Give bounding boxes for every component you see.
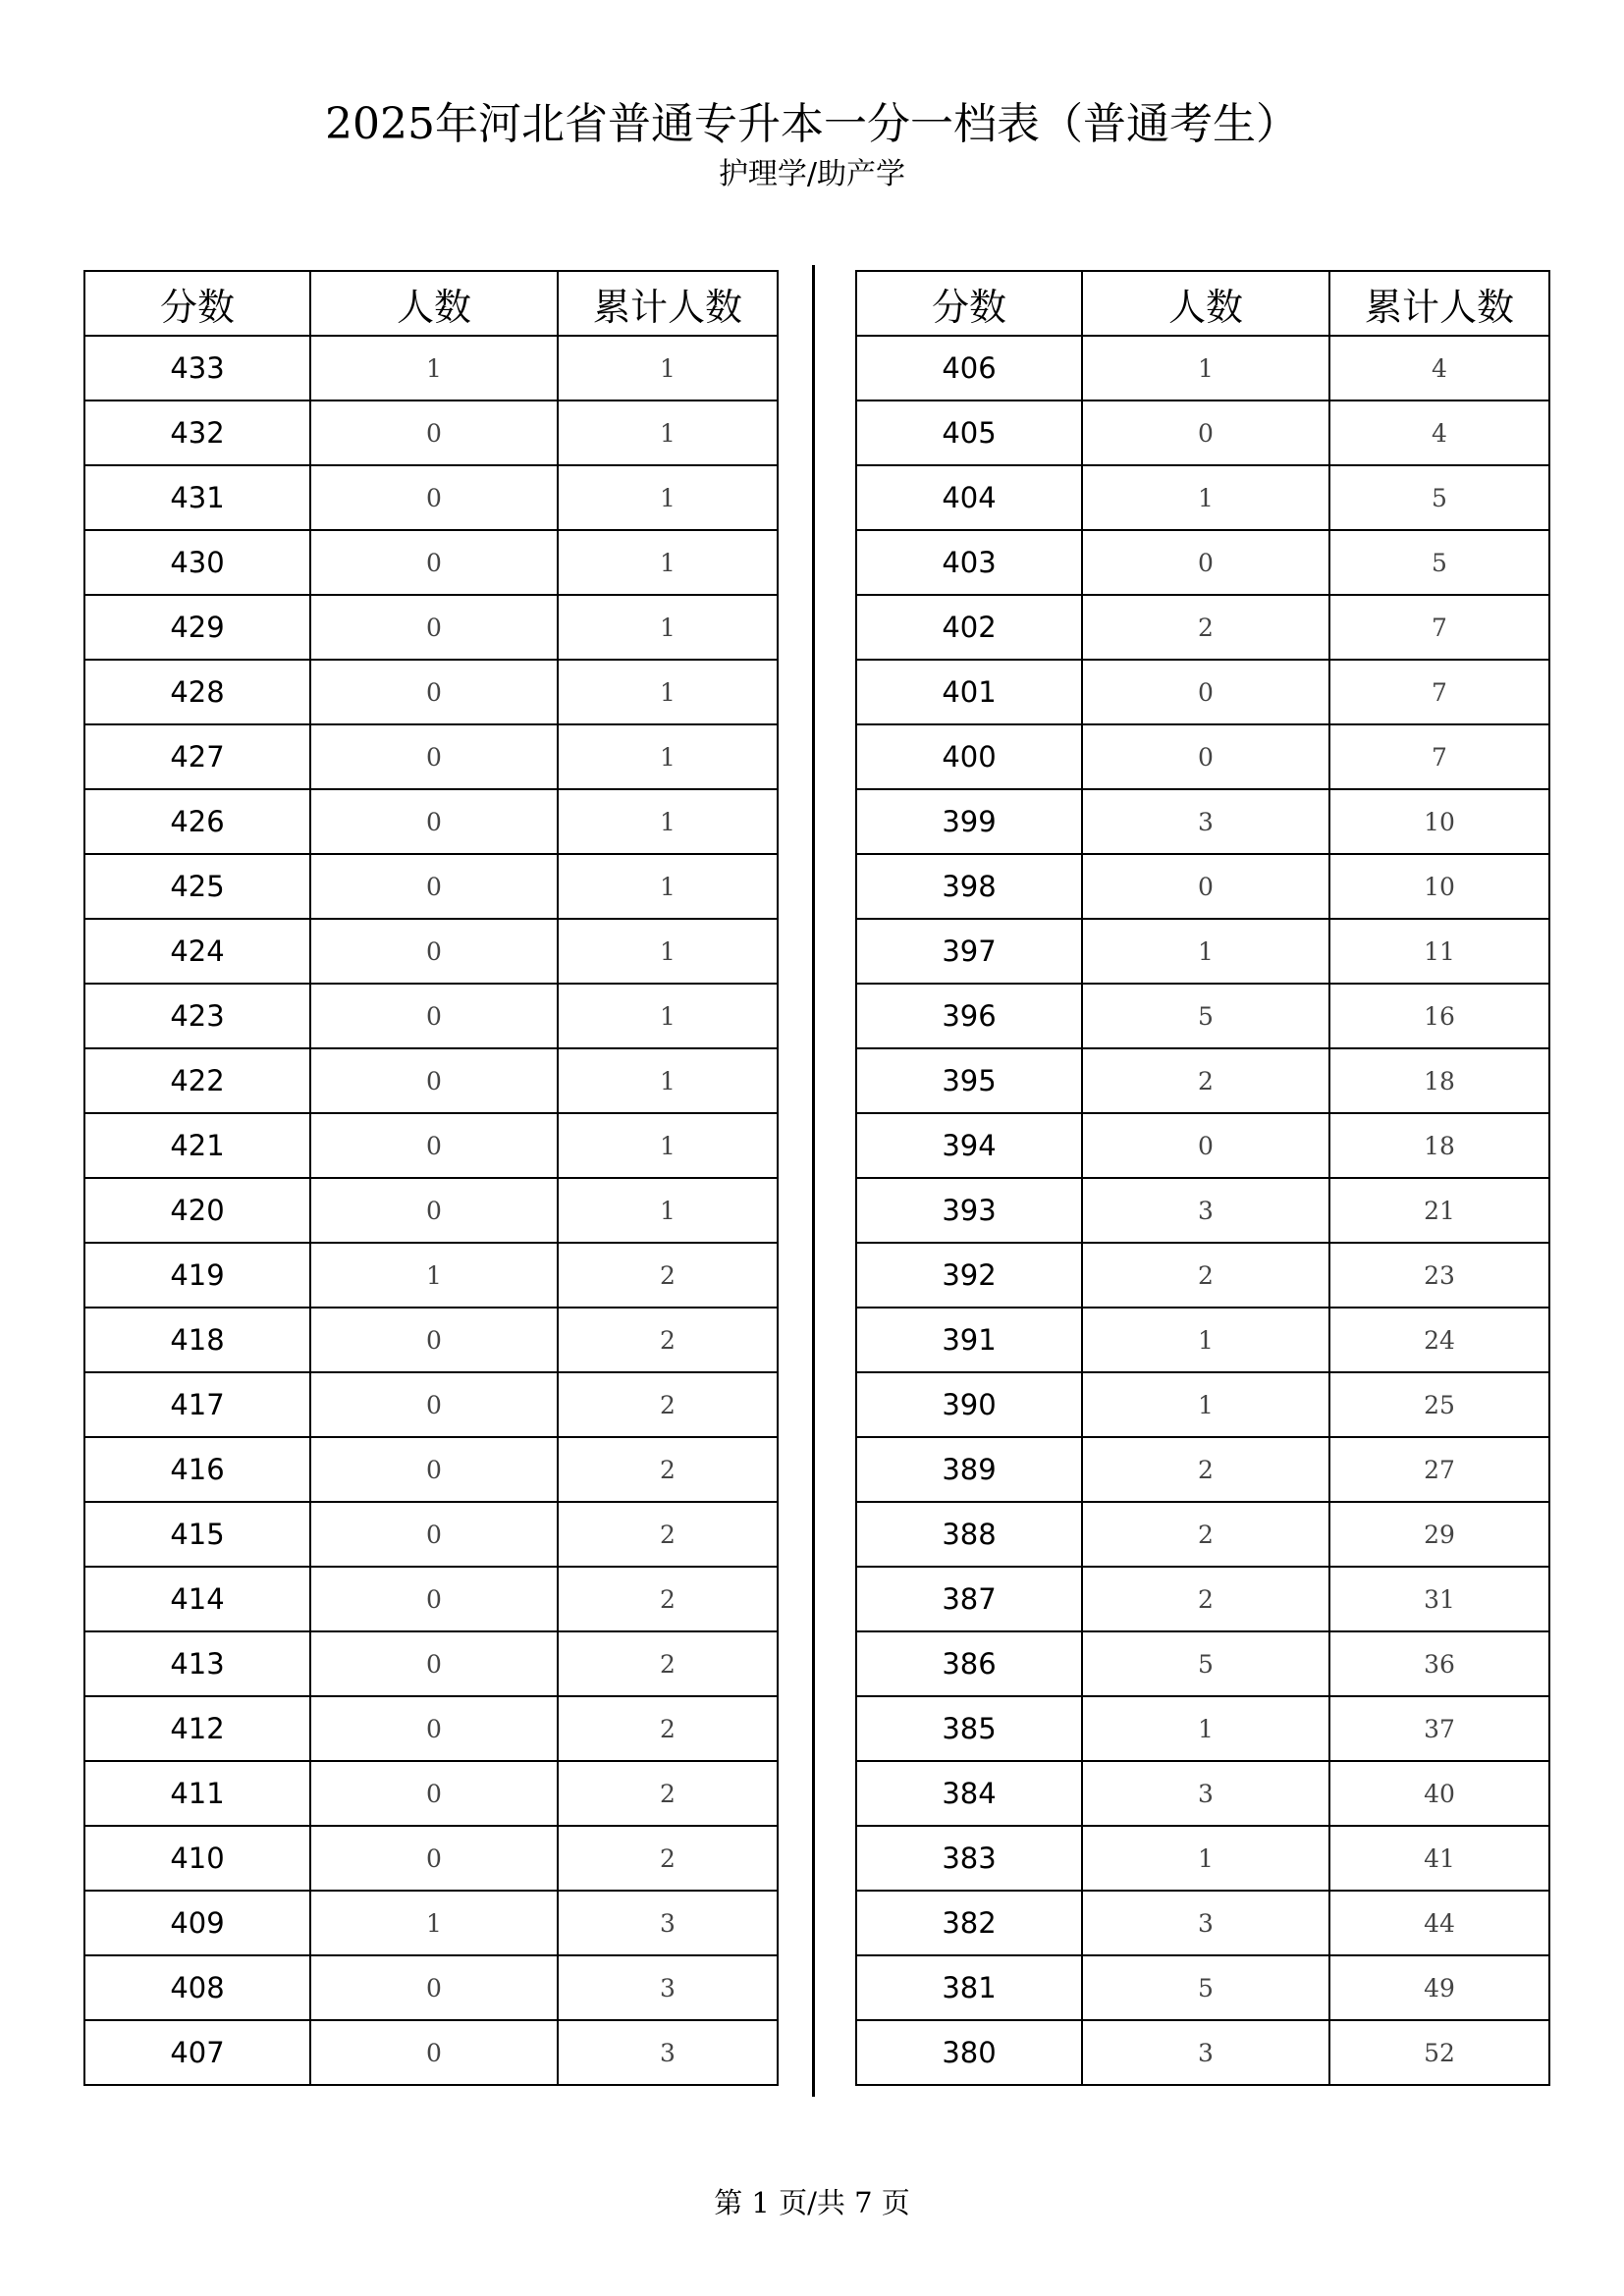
cumulative-cell: 25: [1329, 1372, 1549, 1437]
score-cell: 427: [84, 724, 310, 789]
score-cell: 415: [84, 1502, 310, 1567]
count-cell: 1: [1082, 1826, 1329, 1891]
score-cell: 432: [84, 400, 310, 465]
count-cell: 0: [1082, 530, 1329, 595]
cumulative-cell: 40: [1329, 1761, 1549, 1826]
table-row: [84, 400, 778, 465]
score-cell: 394: [856, 1113, 1082, 1178]
table-row: [856, 465, 1549, 530]
count-cell: 0: [310, 1113, 558, 1178]
page-title: 2025年河北省普通专升本一分一档表（普通考生）: [325, 99, 1299, 149]
count-cell: 0: [310, 919, 558, 984]
page-subtitle: 护理学/助产学: [718, 157, 906, 191]
count-cell: 1: [1082, 465, 1329, 530]
count-cell: 0: [310, 1826, 558, 1891]
count-cell: 3: [1082, 1178, 1329, 1243]
count-cell: 1: [1082, 1696, 1329, 1761]
cumulative-cell: 1: [558, 465, 778, 530]
count-cell: 0: [310, 724, 558, 789]
score-cell: 402: [856, 595, 1082, 660]
page-footer: 第 1 页/共 7 页: [714, 2186, 910, 2219]
score-cell: 395: [856, 1048, 1082, 1113]
table-row: [84, 1955, 778, 2020]
table-row: [856, 2020, 1549, 2085]
column-header-score: 分数: [856, 271, 1082, 336]
table-row: [84, 1567, 778, 1631]
count-cell: 0: [310, 854, 558, 919]
score-cell: 383: [856, 1826, 1082, 1891]
table-row: [856, 1631, 1549, 1696]
table-header-row: [856, 271, 1549, 336]
cumulative-cell: 2: [558, 1696, 778, 1761]
count-cell: 0: [310, 1308, 558, 1372]
table-row: [84, 789, 778, 854]
cumulative-cell: 37: [1329, 1696, 1549, 1761]
count-cell: 0: [310, 1955, 558, 2020]
table-row: [856, 336, 1549, 400]
count-cell: 3: [1082, 1761, 1329, 1826]
score-cell: 386: [856, 1631, 1082, 1696]
score-cell: 416: [84, 1437, 310, 1502]
count-cell: 0: [310, 1631, 558, 1696]
count-cell: 2: [1082, 1502, 1329, 1567]
score-table-right: [855, 270, 1550, 2086]
table-row: [84, 1178, 778, 1243]
cumulative-cell: 7: [1329, 660, 1549, 724]
cumulative-cell: 1: [558, 530, 778, 595]
table-row: [856, 1243, 1549, 1308]
cumulative-cell: 27: [1329, 1437, 1549, 1502]
count-cell: 1: [1082, 336, 1329, 400]
table-row: [84, 1372, 778, 1437]
score-cell: 399: [856, 789, 1082, 854]
cumulative-cell: 3: [558, 2020, 778, 2085]
count-cell: 1: [310, 1891, 558, 1955]
count-cell: 0: [310, 1502, 558, 1567]
count-cell: 2: [1082, 1243, 1329, 1308]
cumulative-cell: 11: [1329, 919, 1549, 984]
table-row: [856, 1308, 1549, 1372]
cumulative-cell: 16: [1329, 984, 1549, 1048]
table-row: [84, 724, 778, 789]
table-row: [856, 984, 1549, 1048]
count-cell: 0: [310, 400, 558, 465]
cumulative-cell: 2: [558, 1761, 778, 1826]
table-row: [856, 724, 1549, 789]
count-cell: 0: [310, 2020, 558, 2085]
score-cell: 392: [856, 1243, 1082, 1308]
count-cell: 5: [1082, 984, 1329, 1048]
score-cell: 396: [856, 984, 1082, 1048]
cumulative-cell: 1: [558, 1178, 778, 1243]
table-row: [856, 1437, 1549, 1502]
score-cell: 424: [84, 919, 310, 984]
score-cell: 407: [84, 2020, 310, 2085]
cumulative-cell: 29: [1329, 1502, 1549, 1567]
count-cell: 0: [1082, 400, 1329, 465]
table-row: [856, 1761, 1549, 1826]
table-row: [856, 1696, 1549, 1761]
table-row: [856, 1048, 1549, 1113]
score-cell: 412: [84, 1696, 310, 1761]
cumulative-cell: 10: [1329, 789, 1549, 854]
count-cell: 1: [310, 336, 558, 400]
score-cell: 400: [856, 724, 1082, 789]
cumulative-cell: 2: [558, 1372, 778, 1437]
table-row: [84, 336, 778, 400]
score-cell: 389: [856, 1437, 1082, 1502]
cumulative-cell: 44: [1329, 1891, 1549, 1955]
cumulative-cell: 4: [1329, 400, 1549, 465]
cumulative-cell: 2: [558, 1308, 778, 1372]
score-cell: 417: [84, 1372, 310, 1437]
count-cell: 0: [310, 1696, 558, 1761]
score-cell: 419: [84, 1243, 310, 1308]
cumulative-cell: 2: [558, 1631, 778, 1696]
table-row: [84, 1631, 778, 1696]
score-cell: 428: [84, 660, 310, 724]
count-cell: 0: [310, 984, 558, 1048]
score-cell: 380: [856, 2020, 1082, 2085]
table-row: [84, 984, 778, 1048]
score-cell: 411: [84, 1761, 310, 1826]
cumulative-cell: 1: [558, 400, 778, 465]
cumulative-cell: 1: [558, 595, 778, 660]
cumulative-cell: 1: [558, 660, 778, 724]
count-cell: 0: [1082, 854, 1329, 919]
score-cell: 388: [856, 1502, 1082, 1567]
table-row: [84, 530, 778, 595]
score-cell: 398: [856, 854, 1082, 919]
cumulative-cell: 18: [1329, 1048, 1549, 1113]
score-cell: 406: [856, 336, 1082, 400]
column-divider: [812, 265, 815, 2097]
table-row: [84, 1048, 778, 1113]
table-row: [856, 1502, 1549, 1567]
score-cell: 420: [84, 1178, 310, 1243]
count-cell: 0: [1082, 724, 1329, 789]
table-row: [856, 1891, 1549, 1955]
column-header-count: 人数: [1082, 271, 1329, 336]
count-cell: 5: [1082, 1955, 1329, 2020]
column-header-cumulative: 累计人数: [558, 271, 778, 336]
table-row: [84, 1308, 778, 1372]
table-row: [856, 1955, 1549, 2020]
table-row: [856, 1826, 1549, 1891]
count-cell: 0: [310, 595, 558, 660]
count-cell: 5: [1082, 1631, 1329, 1696]
count-cell: 3: [1082, 789, 1329, 854]
count-cell: 0: [310, 789, 558, 854]
table-row: [856, 1372, 1549, 1437]
cumulative-cell: 3: [558, 1891, 778, 1955]
score-cell: 403: [856, 530, 1082, 595]
column-header-score: 分数: [84, 271, 310, 336]
score-cell: 410: [84, 1826, 310, 1891]
cumulative-cell: 7: [1329, 724, 1549, 789]
count-cell: 2: [1082, 1567, 1329, 1631]
table-row: [84, 595, 778, 660]
count-cell: 3: [1082, 1891, 1329, 1955]
cumulative-cell: 18: [1329, 1113, 1549, 1178]
count-cell: 2: [1082, 595, 1329, 660]
cumulative-cell: 49: [1329, 1955, 1549, 2020]
cumulative-cell: 1: [558, 724, 778, 789]
table-row: [84, 2020, 778, 2085]
score-cell: 422: [84, 1048, 310, 1113]
score-cell: 425: [84, 854, 310, 919]
cumulative-cell: 2: [558, 1826, 778, 1891]
table-row: [84, 1243, 778, 1308]
count-cell: 0: [310, 1178, 558, 1243]
count-cell: 0: [310, 1048, 558, 1113]
column-header-cumulative: 累计人数: [1329, 271, 1549, 336]
cumulative-cell: 1: [558, 919, 778, 984]
table-row: [856, 1178, 1549, 1243]
cumulative-cell: 2: [558, 1502, 778, 1567]
cumulative-cell: 1: [558, 336, 778, 400]
count-cell: 1: [1082, 1308, 1329, 1372]
table-row: [84, 1502, 778, 1567]
score-cell: 409: [84, 1891, 310, 1955]
cumulative-cell: 1: [558, 1113, 778, 1178]
cumulative-cell: 10: [1329, 854, 1549, 919]
score-cell: 385: [856, 1696, 1082, 1761]
table-row: [84, 854, 778, 919]
count-cell: 0: [310, 1567, 558, 1631]
count-cell: 0: [310, 530, 558, 595]
count-cell: 1: [1082, 1372, 1329, 1437]
table-row: [84, 1696, 778, 1761]
table-row: [84, 1113, 778, 1178]
score-cell: 414: [84, 1567, 310, 1631]
table-row: [84, 465, 778, 530]
cumulative-cell: 41: [1329, 1826, 1549, 1891]
score-cell: 381: [856, 1955, 1082, 2020]
count-cell: 0: [310, 1437, 558, 1502]
score-cell: 423: [84, 984, 310, 1048]
score-cell: 384: [856, 1761, 1082, 1826]
table-row: [856, 789, 1549, 854]
cumulative-cell: 24: [1329, 1308, 1549, 1372]
cumulative-cell: 1: [558, 984, 778, 1048]
table-row: [84, 1761, 778, 1826]
cumulative-cell: 4: [1329, 336, 1549, 400]
score-cell: 393: [856, 1178, 1082, 1243]
score-cell: 382: [856, 1891, 1082, 1955]
cumulative-cell: 21: [1329, 1178, 1549, 1243]
table-row: [84, 1826, 778, 1891]
count-cell: 1: [310, 1243, 558, 1308]
score-cell: 431: [84, 465, 310, 530]
cumulative-cell: 5: [1329, 465, 1549, 530]
cumulative-cell: 1: [558, 854, 778, 919]
count-cell: 0: [310, 465, 558, 530]
cumulative-cell: 1: [558, 789, 778, 854]
count-cell: 0: [1082, 660, 1329, 724]
table-row: [84, 660, 778, 724]
score-cell: 397: [856, 919, 1082, 984]
score-cell: 405: [856, 400, 1082, 465]
cumulative-cell: 2: [558, 1567, 778, 1631]
count-cell: 2: [1082, 1048, 1329, 1113]
cumulative-cell: 5: [1329, 530, 1549, 595]
cumulative-cell: 36: [1329, 1631, 1549, 1696]
score-cell: 413: [84, 1631, 310, 1696]
score-cell: 404: [856, 465, 1082, 530]
count-cell: 0: [310, 660, 558, 724]
cumulative-cell: 23: [1329, 1243, 1549, 1308]
table-row: [856, 530, 1549, 595]
score-cell: 433: [84, 336, 310, 400]
table-header-row: [84, 271, 778, 336]
cumulative-cell: 7: [1329, 595, 1549, 660]
score-cell: 401: [856, 660, 1082, 724]
table-row: [856, 400, 1549, 465]
score-cell: 430: [84, 530, 310, 595]
table-row: [856, 1113, 1549, 1178]
count-cell: 0: [1082, 1113, 1329, 1178]
score-cell: 387: [856, 1567, 1082, 1631]
column-header-count: 人数: [310, 271, 558, 336]
count-cell: 2: [1082, 1437, 1329, 1502]
table-row: [84, 919, 778, 984]
table-row: [856, 919, 1549, 984]
score-cell: 408: [84, 1955, 310, 2020]
table-row: [856, 854, 1549, 919]
score-cell: 391: [856, 1308, 1082, 1372]
score-cell: 390: [856, 1372, 1082, 1437]
score-cell: 426: [84, 789, 310, 854]
table-row: [856, 660, 1549, 724]
table-row: [856, 1567, 1549, 1631]
count-cell: 0: [310, 1761, 558, 1826]
cumulative-cell: 2: [558, 1437, 778, 1502]
cumulative-cell: 31: [1329, 1567, 1549, 1631]
table-row: [856, 595, 1549, 660]
cumulative-cell: 52: [1329, 2020, 1549, 2085]
score-cell: 418: [84, 1308, 310, 1372]
table-row: [84, 1891, 778, 1955]
count-cell: 1: [1082, 919, 1329, 984]
cumulative-cell: 3: [558, 1955, 778, 2020]
cumulative-cell: 2: [558, 1243, 778, 1308]
count-cell: 3: [1082, 2020, 1329, 2085]
count-cell: 0: [310, 1372, 558, 1437]
score-cell: 429: [84, 595, 310, 660]
score-table-left: [83, 270, 779, 2086]
cumulative-cell: 1: [558, 1048, 778, 1113]
table-row: [84, 1437, 778, 1502]
score-cell: 421: [84, 1113, 310, 1178]
